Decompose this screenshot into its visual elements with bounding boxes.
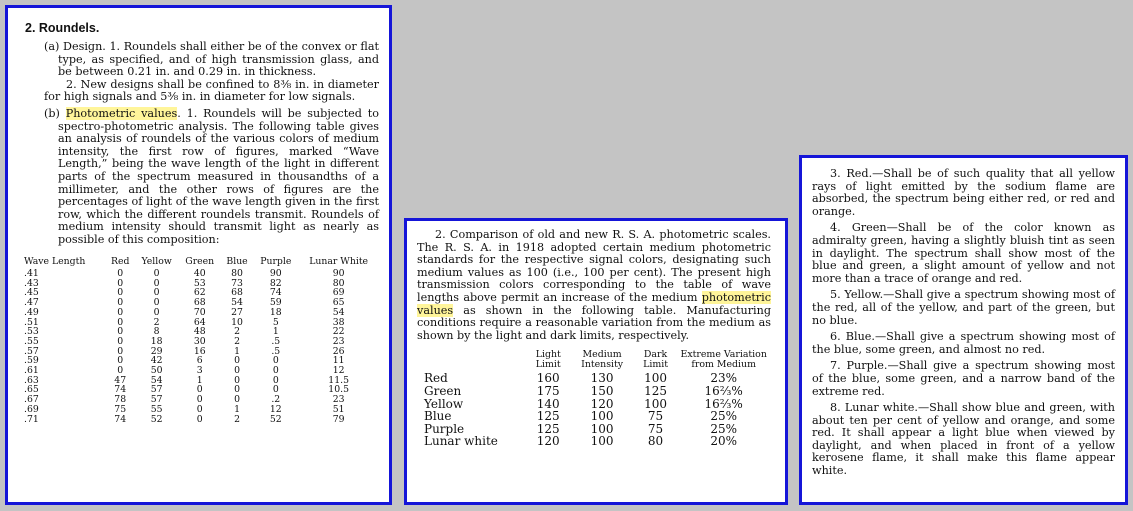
table-cell: 2 bbox=[234, 335, 240, 347]
table-cell: 18 bbox=[150, 335, 163, 347]
table-cell: .71 bbox=[24, 413, 39, 425]
column-header: Blue bbox=[226, 255, 248, 267]
table-cell: 0 bbox=[196, 394, 203, 406]
table-cell: 30 bbox=[193, 335, 206, 347]
table-cell: 50 bbox=[150, 365, 163, 377]
column-header bbox=[421, 350, 527, 372]
table-cell: Purple bbox=[424, 421, 465, 436]
highlighted-term: Photometric values bbox=[65, 106, 178, 120]
table-row bbox=[421, 385, 771, 398]
table-cell: 18 bbox=[269, 306, 282, 318]
table-cell: 57 bbox=[150, 394, 163, 406]
table-cell: 68 bbox=[231, 287, 243, 299]
table-cell: 0 bbox=[117, 335, 124, 347]
table-cell: 55 bbox=[150, 403, 163, 415]
table-cell: 82 bbox=[269, 277, 282, 289]
table-cell: .55 bbox=[24, 335, 39, 347]
table-cell: 0 bbox=[196, 413, 203, 425]
table-cell: Green bbox=[424, 383, 462, 398]
roundels-panel bbox=[5, 5, 392, 505]
table-cell: 0 bbox=[272, 374, 279, 386]
highlighted-term: photometric values bbox=[417, 290, 771, 317]
column-header: Yellow bbox=[141, 255, 172, 267]
table-cell: 23 bbox=[332, 335, 345, 347]
table-cell: .43 bbox=[24, 277, 39, 289]
table-cell: 0 bbox=[196, 384, 203, 396]
wavelength-table bbox=[22, 257, 379, 425]
table-cell: 90 bbox=[332, 268, 345, 279]
spec-purple: 7. Purple.—Shall give a spectrum showing most of the blue, some green, and a narrow band of the extreme red. bbox=[812, 359, 1115, 398]
design-paragraph-2: 2. New designs shall be confined to 8⅜ in. in diameter for high signals and 5⅜ in. in diameter for low signals. bbox=[44, 77, 379, 104]
table-cell: 62 bbox=[193, 287, 206, 299]
table-cell: 1 bbox=[196, 374, 203, 386]
table-cell: 38 bbox=[332, 316, 345, 328]
table-cell: 57 bbox=[150, 384, 163, 396]
table-cell: 16⅔% bbox=[704, 396, 743, 411]
table-cell: .47 bbox=[24, 297, 39, 309]
table-cell: 12 bbox=[269, 403, 282, 415]
table-cell: .61 bbox=[24, 365, 39, 377]
table-cell: 22 bbox=[332, 326, 345, 338]
table-cell: 20% bbox=[710, 434, 738, 449]
table-cell: .41 bbox=[24, 268, 39, 279]
table-cell: 125 bbox=[536, 409, 560, 424]
table-cell: .5 bbox=[271, 335, 281, 347]
table-cell: 78 bbox=[114, 394, 127, 406]
table-cell: 120 bbox=[590, 396, 614, 411]
table-cell: 10 bbox=[231, 316, 243, 328]
section-heading: 2. Roundels. bbox=[25, 21, 100, 35]
table-cell: 29 bbox=[150, 345, 163, 357]
table-cell: .53 bbox=[24, 326, 39, 338]
table-cell: 125 bbox=[536, 421, 560, 436]
table-cell: .59 bbox=[24, 355, 39, 367]
table-cell: 0 bbox=[117, 345, 124, 357]
table-cell: 0 bbox=[234, 374, 240, 386]
spec-lunar-white: 8. Lunar white.—Shall show blue and green, with about ten per cent of yellow and orange, and some red. It shall appear a light blue when viewed by daylight, and when placed in front of a yellow kerosene flame, it shall make this flame appear white. bbox=[812, 401, 1115, 478]
table-cell: 40 bbox=[193, 268, 206, 279]
table-cell: 80 bbox=[332, 277, 345, 289]
table-cell: 0 bbox=[117, 306, 124, 318]
table-cell: 1 bbox=[234, 403, 240, 415]
table-cell: 0 bbox=[117, 277, 124, 289]
table-cell: 59 bbox=[269, 297, 282, 309]
spec-blue: 6. Blue.—Shall give a spectrum showing most of the blue, some green, and almost no red. bbox=[812, 330, 1115, 356]
table-cell: .63 bbox=[24, 374, 39, 386]
table-cell: 0 bbox=[234, 394, 240, 406]
spec-red: 3. Red.—Shall be of such quality that all yellow rays of light emitted by the sodium flame are absorbed, the spectrum being either red, or red and orange. bbox=[812, 167, 1115, 218]
table-cell: 54 bbox=[332, 306, 345, 318]
table-cell: 27 bbox=[231, 306, 243, 318]
table-cell: 25% bbox=[710, 421, 738, 436]
table-cell: 0 bbox=[153, 268, 160, 279]
design-paragraph-1: (a) Design. 1. Roundels shall either be of the convex or flat type, as specified, and of high transmission glass, and be between 0.21 in. and 0.29 in. in thickness. bbox=[44, 40, 379, 79]
table-cell: 130 bbox=[590, 371, 614, 386]
table-cell: 6 bbox=[196, 355, 203, 367]
table-header-row bbox=[421, 350, 771, 372]
column-header: Green bbox=[185, 255, 215, 267]
table-cell: 0 bbox=[153, 297, 160, 309]
table-cell: 0 bbox=[234, 355, 240, 367]
table-cell: 75 bbox=[647, 421, 664, 436]
comparison-panel bbox=[404, 218, 788, 505]
table-cell: 25% bbox=[710, 409, 738, 424]
table-cell: 160 bbox=[536, 371, 560, 386]
table-row bbox=[421, 410, 771, 423]
table-row bbox=[22, 415, 379, 425]
table-cell: 23% bbox=[710, 371, 738, 386]
table-cell: 69 bbox=[332, 287, 345, 299]
column-header: Wave Length bbox=[24, 255, 86, 267]
table-cell: 73 bbox=[231, 277, 243, 289]
table-cell: 100 bbox=[590, 421, 614, 436]
table-cell: .65 bbox=[24, 384, 39, 396]
table-cell: 75 bbox=[114, 403, 127, 415]
table-cell: 16⅔% bbox=[704, 383, 743, 398]
table-cell: 1 bbox=[272, 326, 279, 338]
table-cell: 79 bbox=[332, 413, 345, 425]
table-cell: Lunar white bbox=[424, 434, 498, 449]
table-cell: .51 bbox=[24, 316, 39, 328]
table-cell: 140 bbox=[536, 396, 560, 411]
table-cell: 48 bbox=[193, 326, 206, 338]
table-cell: 0 bbox=[153, 277, 160, 289]
table-cell: .67 bbox=[24, 394, 39, 406]
table-cell: 80 bbox=[647, 434, 664, 449]
table-cell: 80 bbox=[231, 268, 243, 279]
table-cell: 5 bbox=[272, 316, 279, 328]
table-cell: 0 bbox=[234, 384, 240, 396]
table-cell: 64 bbox=[193, 316, 206, 328]
paragraph-text-end: as shown in the following table. Manufacturing conditions require a reasonable variation from the medium as shown by the light and dark limits, respectively. bbox=[417, 303, 771, 342]
table-cell: 0 bbox=[272, 355, 279, 367]
table-cell: 42 bbox=[150, 355, 163, 367]
color-specs-panel bbox=[799, 155, 1128, 505]
table-cell: 150 bbox=[590, 383, 614, 398]
table-cell: 11.5 bbox=[328, 374, 349, 386]
table-cell: .2 bbox=[271, 394, 281, 406]
column-header: Medium Intensity bbox=[581, 349, 624, 371]
table-cell: 75 bbox=[647, 409, 664, 424]
table-cell: 175 bbox=[536, 383, 560, 398]
table-cell: Red bbox=[424, 371, 448, 386]
item-label: (b) bbox=[44, 106, 66, 120]
table-cell: Blue bbox=[424, 409, 452, 424]
table-cell: 52 bbox=[269, 413, 282, 425]
table-cell: 0 bbox=[117, 365, 124, 377]
column-header: Lunar White bbox=[309, 255, 369, 267]
spec-green: 4. Green—Shall be of the color known as admiralty green, having a slightly bluish tint as seen in daylight. The spectrum shall show most of the blue and green, a slight amount of yellow and not more than a trace of orange and red. bbox=[812, 221, 1115, 285]
table-cell: 2 bbox=[153, 316, 160, 328]
table-cell: 54 bbox=[150, 374, 163, 386]
table-cell: Yellow bbox=[424, 396, 464, 411]
table-cell: 0 bbox=[272, 365, 279, 377]
table-cell: 23 bbox=[332, 394, 345, 406]
table-cell: 47 bbox=[114, 374, 127, 386]
table-cell: 12 bbox=[332, 365, 345, 377]
table-cell: .57 bbox=[24, 345, 39, 357]
table-cell: 52 bbox=[150, 413, 163, 425]
table-cell: 100 bbox=[590, 409, 614, 424]
table-cell: 120 bbox=[536, 434, 560, 449]
table-cell: 26 bbox=[332, 345, 345, 357]
table-cell: 100 bbox=[644, 371, 667, 386]
table-row bbox=[421, 435, 771, 448]
table-cell: 2 bbox=[234, 413, 240, 425]
table-cell: 0 bbox=[117, 355, 124, 367]
table-cell: 16 bbox=[193, 345, 206, 357]
comparison-table bbox=[421, 350, 771, 448]
table-cell: 51 bbox=[332, 403, 345, 415]
column-header: Dark Limit bbox=[643, 349, 668, 371]
table-cell: 74 bbox=[269, 287, 282, 299]
column-header: Red bbox=[110, 255, 130, 267]
table-cell: 53 bbox=[193, 277, 206, 289]
table-cell: 68 bbox=[193, 297, 206, 309]
paragraph-text: 2. Comparison of old and new R. S. A. photometric scales. The R. S. A. in 1918 adopted certain medium photometric standards for the respective signal colors, designating such medium values as 100 (i.e., 100 per cent). The present high transmission colors corresponding to the table of wave lengths above permit an increase of the medium bbox=[417, 228, 771, 304]
table-cell: 90 bbox=[269, 268, 282, 279]
table-cell: .49 bbox=[24, 306, 39, 318]
table-cell: 0 bbox=[117, 268, 124, 279]
table-cell: 74 bbox=[114, 384, 127, 396]
table-cell: 11 bbox=[332, 355, 345, 367]
table-cell: 70 bbox=[193, 306, 206, 318]
table-cell: 74 bbox=[114, 413, 127, 425]
table-cell: 8 bbox=[153, 326, 160, 338]
photometric-paragraph bbox=[22, 108, 379, 247]
table-cell: 54 bbox=[231, 297, 243, 309]
table-cell: 0 bbox=[153, 306, 160, 318]
table-cell: 2 bbox=[234, 326, 240, 338]
table-cell: 0 bbox=[117, 316, 124, 328]
table-cell: .5 bbox=[271, 345, 281, 357]
table-cell: 0 bbox=[117, 326, 124, 338]
table-cell: 100 bbox=[590, 434, 614, 449]
column-header: Purple bbox=[260, 255, 292, 267]
table-cell: 0 bbox=[117, 297, 124, 309]
table-cell: 0 bbox=[196, 403, 203, 415]
table-cell: 1 bbox=[234, 345, 240, 357]
table-cell: 10.5 bbox=[328, 384, 349, 396]
table-cell: 65 bbox=[332, 297, 345, 309]
table-cell: 0 bbox=[234, 365, 240, 377]
table-cell: 100 bbox=[644, 396, 667, 411]
table-cell: 0 bbox=[272, 384, 279, 396]
table-cell: 3 bbox=[196, 365, 203, 377]
comparison-paragraph bbox=[417, 229, 771, 342]
table-cell: 0 bbox=[117, 287, 124, 299]
table-cell: 0 bbox=[153, 287, 160, 299]
paragraph-text: . 1. Roundels will be subjected to spectro-photometric analysis. The following table gives an analysis of roundels of the various colors of medium intensity, the first row of figures, marked “Wave Length,” being the wave length of the light in different parts of the spectrum measured in thousandths of a millimeter, and the other rows of figures are the percentages of light of the wave length given in the first row, which the different roundels transmit. Roundels of medium intensity should transmit light as nearly as possible of this composition: bbox=[58, 106, 379, 246]
column-header: Light Limit bbox=[535, 349, 561, 371]
column-header: Extreme Variation from Medium bbox=[680, 349, 767, 371]
table-cell: .45 bbox=[24, 287, 39, 299]
table-cell: 125 bbox=[644, 383, 667, 398]
table-cell: .69 bbox=[24, 403, 39, 415]
spec-yellow: 5. Yellow.—Shall give a spectrum showing most of the red, all of the yellow, and part of the green, but no blue. bbox=[812, 288, 1115, 327]
